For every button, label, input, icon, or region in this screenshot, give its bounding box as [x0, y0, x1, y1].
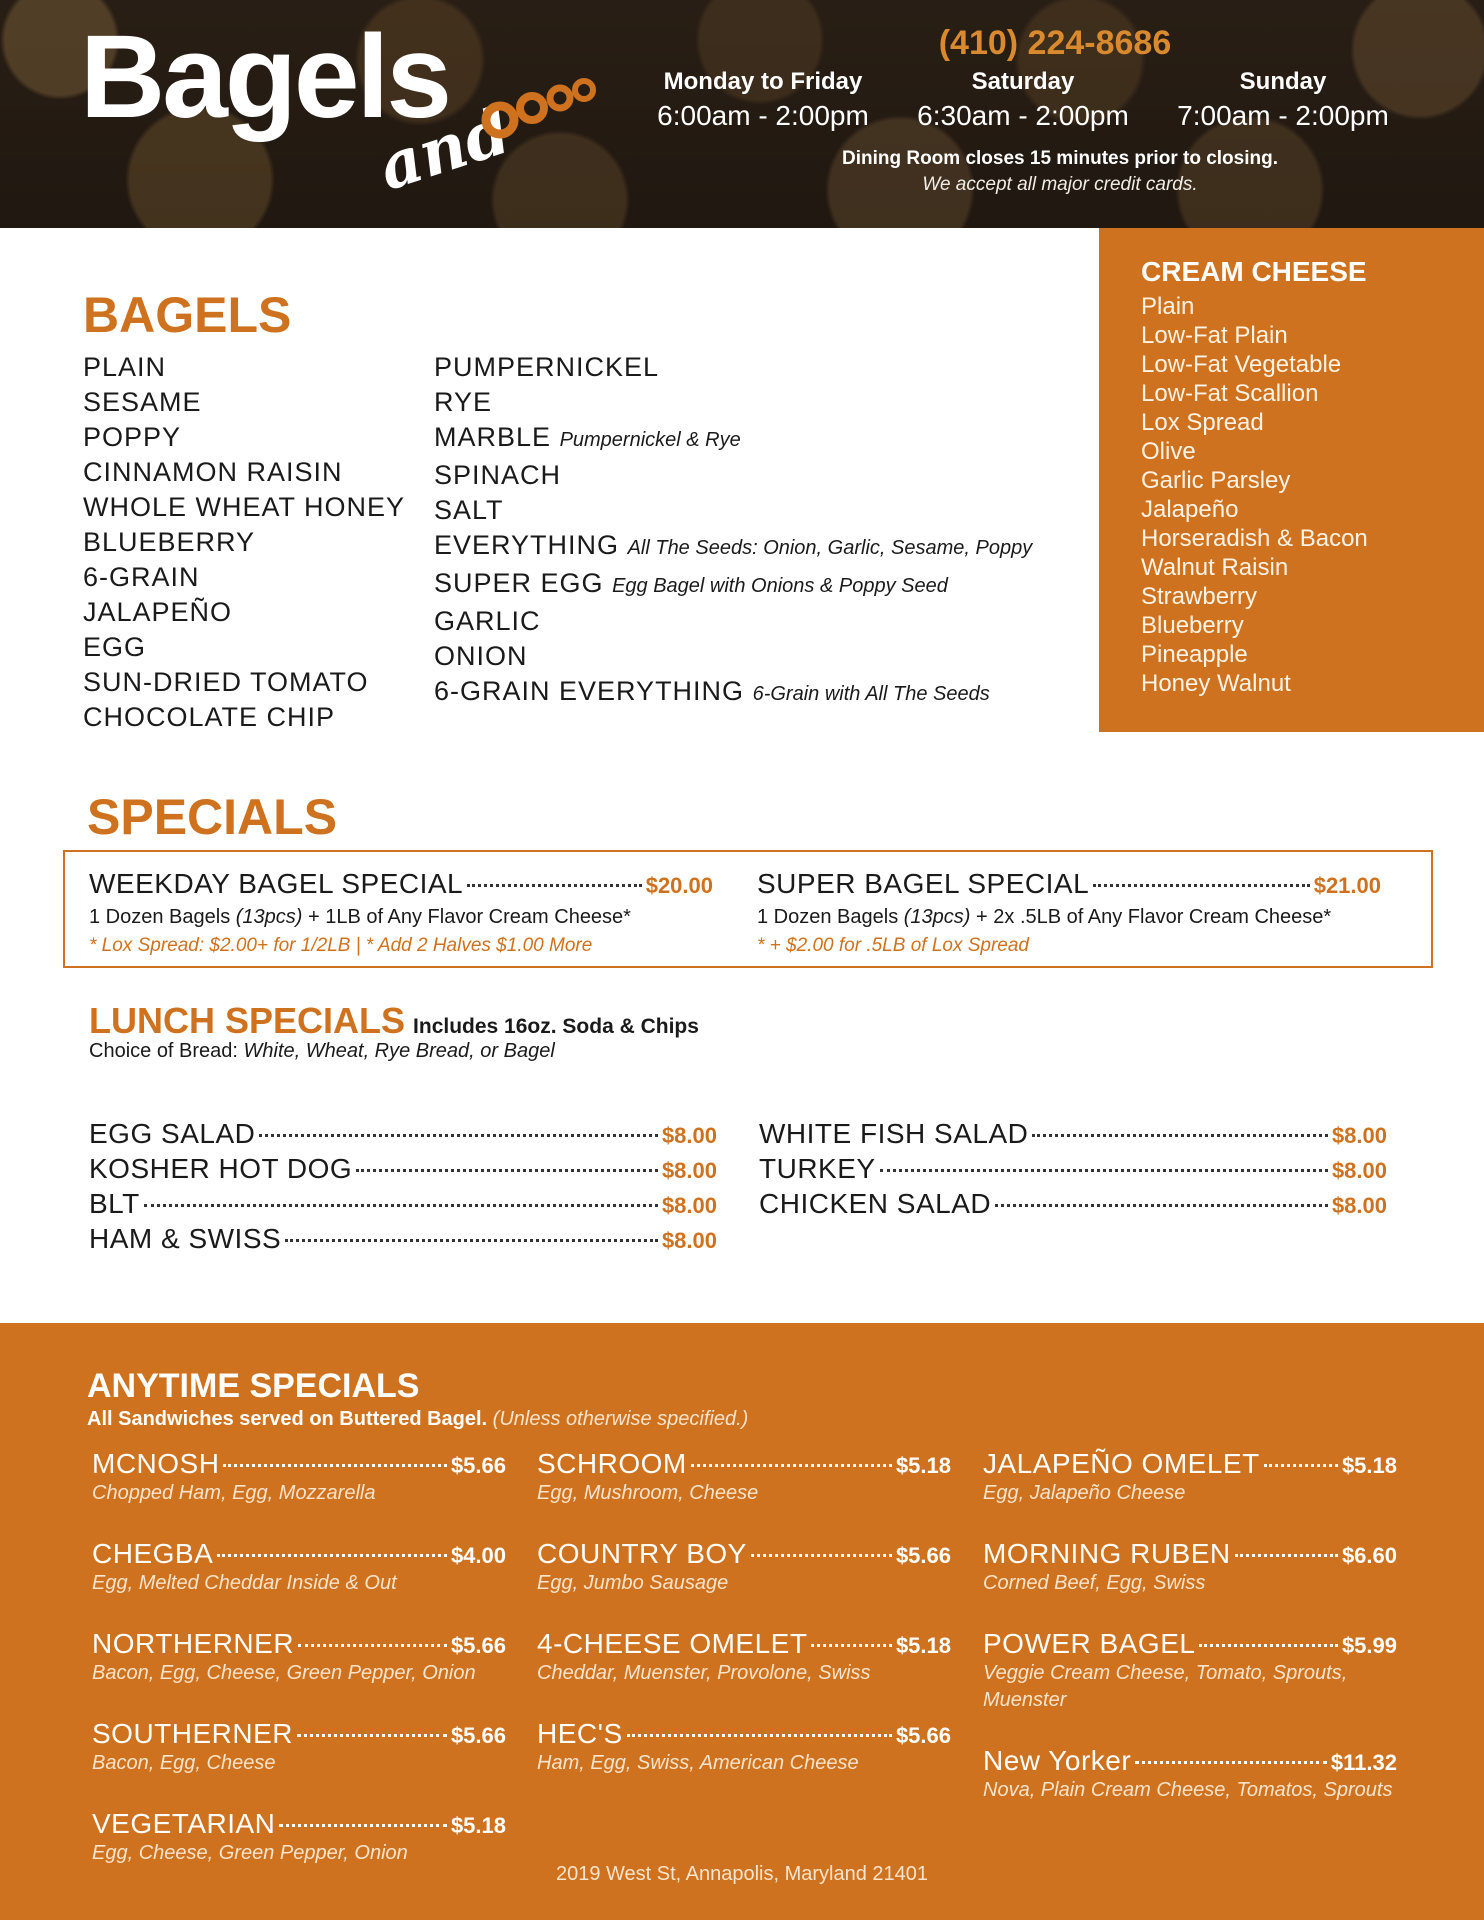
- anytime-item: [537, 1718, 951, 1777]
- bread-choice-options: White, Wheat, Rye Bread, or Bagel: [243, 1040, 555, 1062]
- anytime-item-price: $5.66: [450, 1453, 506, 1478]
- anytime-subtitle-text: All Sandwiches served on Buttered Bagel.: [87, 1408, 493, 1430]
- anytime-item-price: $5.18: [450, 1813, 506, 1838]
- anytime-item-desc: Chopped Ham, Egg, Mozzarella: [92, 1482, 376, 1504]
- bagel-name: SPINACH: [434, 460, 562, 490]
- lunch-item: [89, 1153, 717, 1188]
- dot-leader: [356, 1169, 658, 1172]
- lunch-item-price: $8.00: [661, 1193, 717, 1218]
- lunch-specials-header: [89, 1000, 699, 1042]
- lunch-item: [89, 1223, 717, 1258]
- lunch-item-name: KOSHER HOT DOG: [89, 1153, 353, 1184]
- cream-cheese-item: Pineapple: [1141, 641, 1248, 668]
- anytime-item-name: MORNING RUBEN: [983, 1538, 1231, 1569]
- anytime-item: [983, 1628, 1397, 1714]
- weekday-bagel-special: [89, 868, 713, 957]
- bagel-item: BLUEBERRY: [83, 527, 256, 557]
- bagel-name: SUPER EGG: [434, 568, 604, 598]
- bagel-name: MARBLE: [434, 422, 552, 452]
- anytime-item-name: CHEGBA: [92, 1538, 214, 1569]
- special-name: SUPER BAGEL SPECIAL: [757, 868, 1090, 899]
- bagels-title: BAGELS: [83, 287, 292, 343]
- lunch-item-price: $8.00: [661, 1158, 717, 1183]
- logo-script: and: [369, 93, 520, 206]
- lunch-column-left: [89, 1118, 717, 1258]
- dot-leader: [297, 1734, 447, 1737]
- anytime-item-name: MCNOSH: [92, 1448, 220, 1479]
- anytime-item: [537, 1538, 951, 1597]
- cream-cheese-item: Plain: [1141, 293, 1195, 320]
- dining-room-note: Dining Room closes 15 minutes prior to closing.: [841, 148, 1278, 169]
- super-bagel-special: [757, 868, 1381, 957]
- anytime-item-price: $5.66: [895, 1723, 951, 1748]
- bagel-note: Egg Bagel with Onions & Poppy Seed: [612, 575, 948, 597]
- anytime-item-price: $4.00: [450, 1543, 506, 1568]
- anytime-item: [92, 1628, 506, 1687]
- bagel-name: PUMPERNICKEL: [434, 352, 660, 382]
- lunch-item-name: CHICKEN SALAD: [759, 1188, 992, 1219]
- bagels-column-2: [434, 350, 1032, 712]
- hours-day: Saturday: [971, 68, 1075, 95]
- dot-leader: [1199, 1644, 1338, 1647]
- anytime-subtitle-note: (Unless otherwise specified.): [492, 1408, 749, 1430]
- lunch-item-price: $8.00: [661, 1123, 717, 1148]
- bagel-name: GARLIC: [434, 606, 541, 636]
- lunch-item-price: $8.00: [1331, 1193, 1387, 1218]
- anytime-item-price: $6.60: [1341, 1543, 1397, 1568]
- cream-cheese-item: Olive: [1141, 438, 1196, 465]
- store-address: 2019 West St, Annapolis, Maryland 21401: [555, 1863, 929, 1885]
- anytime-item-name: SCHROOM: [537, 1448, 687, 1479]
- anytime-item-desc: Veggie Cream Cheese, Tomato, Sprouts, Muenster: [983, 1662, 1348, 1711]
- bagel-note: 6-Grain with All The Seeds: [752, 683, 990, 705]
- anytime-item-name: HEC'S: [537, 1718, 623, 1749]
- bagel-item: [434, 566, 1032, 604]
- anytime-item-name: COUNTRY BOY: [537, 1538, 747, 1569]
- dot-leader: [880, 1169, 1328, 1172]
- cream-cheese-title: CREAM CHEESE: [1141, 256, 1367, 287]
- bagel-item: [434, 493, 1032, 528]
- anytime-specials-section: [0, 1323, 1484, 1920]
- lunch-item: [759, 1153, 1387, 1188]
- cream-cheese-item: Lox Spread: [1141, 409, 1264, 436]
- bagel-note: All The Seeds: Onion, Garlic, Sesame, Poppy: [627, 537, 1033, 559]
- anytime-item-name: POWER BAGEL: [983, 1628, 1196, 1659]
- lunch-item-price: $8.00: [1331, 1123, 1387, 1148]
- dot-leader: [751, 1554, 892, 1557]
- credit-cards-note: We accept all major credit cards.: [922, 174, 1198, 195]
- cream-cheese-item: Strawberry: [1141, 583, 1258, 610]
- anytime-item: [983, 1745, 1397, 1804]
- bagel-item: CHOCOLATE CHIP: [83, 702, 336, 732]
- special-desc-b: (13pcs): [903, 906, 971, 928]
- anytime-item-price: $5.18: [895, 1633, 951, 1658]
- bagel-item: [434, 639, 1032, 674]
- anytime-item-name: NORTHERNER: [92, 1628, 295, 1659]
- special-desc-c: + 1LB of Any Flavor Cream Cheese*: [302, 906, 631, 928]
- cream-cheese-item: Jalapeño: [1141, 496, 1239, 523]
- special-description: [757, 906, 1381, 929]
- bagel-name: RYE: [434, 387, 493, 417]
- dot-leader: [298, 1644, 447, 1647]
- anytime-item-price: $5.18: [895, 1453, 951, 1478]
- dot-leader: [1235, 1554, 1338, 1557]
- dot-leader: [1135, 1761, 1327, 1764]
- cream-cheese-item: Horseradish & Bacon: [1141, 525, 1368, 552]
- special-desc-a: 1 Dozen Bagels: [757, 906, 904, 928]
- lunch-item-name: TURKEY: [759, 1153, 876, 1184]
- special-desc-c: + 2x .5LB of Any Flavor Cream Cheese*: [970, 906, 1332, 928]
- anytime-specials-title: ANYTIME SPECIALS: [87, 1367, 420, 1405]
- bagel-item: EGG: [83, 632, 147, 662]
- anytime-item-price: $5.66: [895, 1543, 951, 1568]
- bagel-item: [434, 350, 1032, 385]
- cream-cheese-item: Low-Fat Plain: [1141, 322, 1288, 349]
- anytime-item-name: VEGETARIAN: [92, 1808, 276, 1839]
- hours-day: Monday to Friday: [663, 68, 863, 95]
- special-footnote: * + $2.00 for .5LB of Lox Spread: [757, 935, 1029, 956]
- dot-leader: [285, 1239, 658, 1242]
- hours-weekday: [643, 68, 883, 132]
- special-footnote: * Lox Spread: $2.00+ for 1/2LB | * Add 2 Halves $1.00 More: [89, 935, 593, 956]
- anytime-item: [92, 1808, 506, 1867]
- phone-number[interactable]: (410) 224-8686: [938, 24, 1172, 62]
- anytime-item-desc: Nova, Plain Cream Cheese, Tomatos, Sprouts: [983, 1779, 1393, 1801]
- hours-day: Sunday: [1239, 68, 1327, 95]
- lunch-specials-title: LUNCH SPECIALS: [89, 1000, 406, 1041]
- bagel-name: ONION: [434, 641, 528, 671]
- lunch-item-name: EGG SALAD: [89, 1118, 256, 1149]
- bagel-note: Pumpernickel & Rye: [559, 429, 741, 451]
- special-name: WEEKDAY BAGEL SPECIAL: [89, 868, 464, 899]
- anytime-item-price: $5.66: [450, 1633, 506, 1658]
- bagel-item: [434, 458, 1032, 493]
- bagel-item: PLAIN: [83, 352, 167, 382]
- lunch-item: [89, 1118, 717, 1153]
- anytime-item-price: $5.18: [1341, 1453, 1397, 1478]
- anytime-column-3: [983, 1448, 1397, 1835]
- bagel-name: EVERYTHING: [434, 530, 620, 560]
- bagel-name: 6-GRAIN EVERYTHING: [434, 676, 745, 706]
- bagel-item: [434, 420, 1032, 458]
- lunch-item: [89, 1188, 717, 1223]
- anytime-item-desc: Egg, Jumbo Sausage: [537, 1572, 729, 1594]
- bagel-item: [434, 674, 1032, 712]
- anytime-column-1: [92, 1448, 506, 1898]
- bagel-name: SALT: [434, 495, 504, 525]
- bagel-item: [434, 385, 1032, 420]
- anytime-item-name: SOUTHERNER: [92, 1718, 294, 1749]
- bread-choice: [89, 1040, 555, 1063]
- special-price: $21.00: [1313, 873, 1381, 898]
- lunch-specials-subtitle: Includes 16oz. Soda & Chips: [413, 1015, 699, 1038]
- cream-cheese-item: Honey Walnut: [1141, 670, 1291, 697]
- anytime-item: [92, 1718, 506, 1777]
- bagel-item: WHOLE WHEAT HONEY: [83, 492, 406, 522]
- cream-cheese-item: Walnut Raisin: [1141, 554, 1289, 581]
- hours-time: 6:00am - 2:00pm: [657, 100, 869, 131]
- anytime-item-desc: Cheddar, Muenster, Provolone, Swiss: [537, 1662, 871, 1684]
- hours-sunday: [1163, 68, 1403, 132]
- dot-leader: [811, 1644, 891, 1647]
- anytime-specials-subtitle: [87, 1408, 748, 1431]
- anytime-item-price: $5.99: [1341, 1633, 1397, 1658]
- lunch-item-name: BLT: [89, 1188, 140, 1219]
- hours-saturday: [903, 68, 1143, 132]
- special-price: $20.00: [645, 873, 713, 898]
- dot-leader: [259, 1134, 658, 1137]
- special-desc-a: 1 Dozen Bagels: [89, 906, 236, 928]
- anytime-item-price: $5.66: [450, 1723, 506, 1748]
- lunch-item: [759, 1188, 1387, 1223]
- anytime-item: [92, 1448, 506, 1507]
- bagels-column-1: [83, 350, 405, 735]
- bagel-item: SESAME: [83, 387, 202, 417]
- anytime-item-desc: Corned Beef, Egg, Swiss: [983, 1572, 1206, 1594]
- header-banner: [0, 0, 1484, 228]
- anytime-item-name: New Yorker: [983, 1745, 1132, 1776]
- lunch-item-name: WHITE FISH SALAD: [759, 1118, 1029, 1149]
- dot-leader: [627, 1734, 892, 1737]
- bagel-item: JALAPEÑO: [83, 597, 233, 627]
- bagel-item: SUN-DRIED TOMATO: [83, 667, 369, 697]
- bagel-item: [434, 528, 1032, 566]
- hours-time: 6:30am - 2:00pm: [917, 100, 1129, 131]
- hours-time: 7:00am - 2:00pm: [1177, 100, 1389, 131]
- dot-leader: [1093, 884, 1310, 887]
- bread-choice-label: Choice of Bread:: [89, 1040, 244, 1062]
- bagel-item: POPPY: [83, 422, 182, 452]
- anytime-item-desc: Bacon, Egg, Cheese, Green Pepper, Onion: [92, 1662, 476, 1684]
- anytime-item-desc: Bacon, Egg, Cheese: [92, 1752, 276, 1774]
- cream-cheese-panel: [1099, 228, 1484, 732]
- cream-cheese-item: Low-Fat Vegetable: [1141, 351, 1342, 378]
- lunch-item-price: $8.00: [661, 1228, 717, 1253]
- anytime-column-2: [537, 1448, 951, 1808]
- anytime-item-name: JALAPEÑO OMELET: [983, 1448, 1260, 1479]
- bagel-item: 6-GRAIN: [83, 562, 200, 592]
- anytime-item-desc: Egg, Melted Cheddar Inside & Out: [92, 1572, 397, 1594]
- dot-leader: [1264, 1464, 1338, 1467]
- bagel-item: CINNAMON RAISIN: [83, 457, 343, 487]
- anytime-item: [537, 1448, 951, 1507]
- anytime-item: [983, 1538, 1397, 1597]
- anytime-item: [537, 1628, 951, 1687]
- anytime-item-desc: Egg, Cheese, Green Pepper, Onion: [92, 1842, 408, 1864]
- dot-leader: [279, 1824, 447, 1827]
- dot-leader: [467, 884, 642, 887]
- cream-cheese-item: Blueberry: [1141, 612, 1244, 639]
- anytime-item-desc: Egg, Jalapeño Cheese: [983, 1482, 1186, 1504]
- dot-leader: [144, 1204, 658, 1207]
- lunch-item-name: HAM & SWISS: [89, 1223, 282, 1254]
- lunch-item: [759, 1118, 1387, 1153]
- cream-cheese-item: Low-Fat Scallion: [1141, 380, 1319, 407]
- dot-leader: [217, 1554, 447, 1557]
- anytime-item-price: $11.32: [1330, 1750, 1397, 1775]
- dot-leader: [223, 1464, 446, 1467]
- special-desc-b: (13pcs): [235, 906, 303, 928]
- lunch-column-right: [759, 1118, 1387, 1223]
- specials-title: SPECIALS: [87, 789, 338, 845]
- bagel-item: [434, 604, 1032, 639]
- special-description: [89, 906, 713, 929]
- logo-wordmark: Bagels: [80, 11, 449, 143]
- dot-leader: [691, 1464, 892, 1467]
- dot-leader: [995, 1204, 1328, 1207]
- dot-leader: [1032, 1134, 1328, 1137]
- anytime-item: [983, 1448, 1397, 1507]
- cream-cheese-item: Garlic Parsley: [1141, 467, 1291, 494]
- lunch-item-price: $8.00: [1331, 1158, 1387, 1183]
- anytime-item-desc: Egg, Mushroom, Cheese: [537, 1482, 759, 1504]
- bagel-rings-icon: [480, 70, 600, 150]
- anytime-item-name: 4-CHEESE OMELET: [537, 1628, 808, 1659]
- specials-box: [63, 850, 1433, 968]
- anytime-item-desc: Ham, Egg, Swiss, American Cheese: [537, 1752, 859, 1774]
- anytime-item: [92, 1538, 506, 1597]
